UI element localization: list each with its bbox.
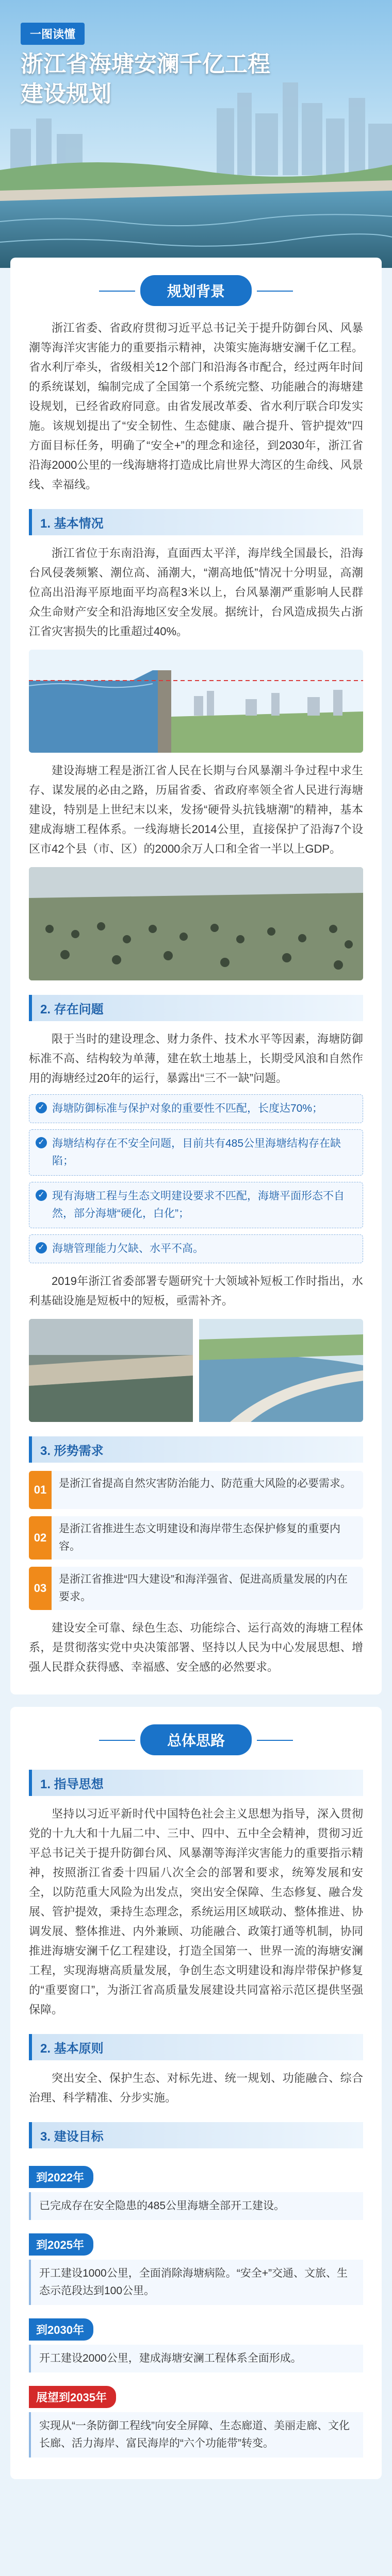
problem-text: 海塘结构存在不安全问题，目前共有485公里海塘结构存在缺陷； (52, 1138, 341, 1167)
target-text: 已完成存在安全隐患的485公里海塘全部开工建设。 (29, 2192, 363, 2220)
need-text: 是浙江省提高自然灾害防治能力、防范重大风险的必要需求。 (59, 1478, 351, 1489)
problems-p1: 限于当时的建设理念、财力条件、技术水平等因素，海塘防御标准不高、结构较为单薄，建在软土地基上，长期受风浪和自然作用的海塘经过20年的运行，暴露出“三不一缺”问题。 (29, 1032, 363, 1084)
seawall-photos (29, 1319, 363, 1422)
crowd-photo-svg (29, 867, 363, 980)
need-item (29, 1471, 363, 1509)
target-item (10, 2157, 382, 2220)
needs-p1: 建设安全可靠、绿色生态、功能综合、运行高效的海塘工程体系，是贯彻落实党中央决策部署、坚持以人民为中心发展思想、增强人民群众获得感、幸福感、安全感的必然要求。 (29, 1621, 363, 1673)
tide-level-svg (29, 650, 363, 753)
checkmark-icon: ✓ (36, 1190, 47, 1201)
need-number: 02 (29, 1516, 52, 1560)
background-heading: 规划背景 (140, 275, 252, 306)
problem-item (29, 1094, 363, 1123)
checkmark-icon: ✓ (36, 1102, 47, 1113)
need-item (29, 1567, 363, 1610)
problems-p2: 2019年浙江省委部署专题研究十大领域补短板工作时指出，水利基础设施是短板中的短板，亟需补齐。 (29, 1275, 363, 1307)
new-seawall-photo (199, 1319, 363, 1422)
principle-heading: 2. 基本原则 (29, 2034, 363, 2060)
target-text: 开工建设1000公里，全面消除海塘病险。“安全+”交通、文旅、生态示范段达到100公里。 (29, 2260, 363, 2305)
checkmark-icon: ✓ (36, 1137, 47, 1148)
hero-title (21, 49, 270, 109)
problem-text: 海塘防御标准与保护对象的重要性不匹配，长度达70%； (52, 1103, 323, 1114)
problem-item (29, 1129, 363, 1176)
target-text: 实现从“一条防御工程线”向安全屏障、生态廊道、美丽走廊、文化长廊、活力海岸、富民海岸的“六个功能带”转变。 (29, 2412, 363, 2458)
target-year: 到2022年 (29, 2166, 93, 2188)
basic-heading: 1. 基本情况 (29, 509, 363, 535)
need-number: 03 (29, 1567, 52, 1610)
target-item (10, 2224, 382, 2305)
crowd-seawall-photo (29, 867, 363, 980)
principle-text: 突出安全、保护生态、对标先进、统一规划、功能融合、综合治理、科学精准、分步实施。 (29, 2072, 363, 2104)
background-heading-wrap (10, 258, 382, 306)
hero-title-line2: 建设规划 (21, 81, 111, 107)
need-text: 是浙江省推进生态文明建设和海岸带生态保护修复的重要内容。 (59, 1523, 340, 1552)
need-number: 01 (29, 1471, 52, 1509)
approach-card (10, 1707, 382, 2479)
tide-level-diagram (29, 650, 363, 753)
hero-title-line1: 浙江省海塘安澜千亿工程 (21, 52, 270, 77)
target-year: 到2030年 (29, 2318, 93, 2341)
background-card (10, 258, 382, 1694)
problem-text: 海塘管理能力欠缺、水平不高。 (52, 1243, 204, 1255)
target-year: 到2025年 (29, 2233, 93, 2256)
hero-banner (0, 0, 392, 268)
targets-heading: 3. 建设目标 (29, 2122, 363, 2148)
target-text: 开工建设2000公里，建成海塘安澜工程体系全面形成。 (29, 2345, 363, 2372)
guide-heading: 1. 指导思想 (29, 1770, 363, 1796)
problem-item (29, 1182, 363, 1228)
basic-p2: 建设海塘工程是浙江省人民在长期与台风暴潮斗争过程中求生存、谋发展的必由之路，历届省委、省政府率领全省人民进行海塘建设，特别是上世纪末以来，发扬“硬骨头抗钱塘潮”的精神，基本建成海塘工程体系。一线海塘长2014公里，直接保护了沿海7个设区市42个县（市、区）的2000余万人口和全省一半以上GDP。 (29, 764, 363, 855)
needs-heading: 3. 形势需求 (29, 1436, 363, 1463)
problem-text: 现有海塘工程与生态文明建设要求不匹配，海塘平面形态不自然，部分海塘“硬化，白化”； (52, 1190, 345, 1219)
guide-text: 坚持以习近平新时代中国特色社会主义思想为指导，深入贯彻党的十九大和十九届二中、三中、四中、五中全会精神，贯彻习近平总书记关于提升防御台风、风暴潮等海洋灾害能力的重要指示精神，按照浙江省委十四届八次全会的部署和要求，统筹发展和安全，以防范重大风险为出发点，突出安全保障、生态修复、融合发展、管护提效，秉持生态理念，系统运用区域联动、整体推进、协调发展、整体推进、内外兼顾、功能融合、政策打通等机制，协同推进海塘安澜千亿工程建设，打造全国第一、世界一流的海塘安澜工程，实现海塘高质量发展，争创生态文明建设和海岸带保护修复的“重要窗口”，为浙江省高质量发展建设共同富裕示范区提供坚强保障。 (29, 1807, 363, 2016)
problems-heading: 2. 存在问题 (29, 995, 363, 1021)
hero-tag: 一图读懂 (21, 23, 85, 45)
need-item (29, 1516, 363, 1560)
old-seawall-photo (29, 1319, 193, 1422)
approach-heading-wrap (10, 1707, 382, 1755)
target-item (10, 2309, 382, 2372)
target-year: 展望到2035年 (29, 2386, 116, 2408)
problem-item (29, 1234, 363, 1263)
basic-p1: 浙江省位于东南沿海，直面西太平洋，海岸线全国最长，沿海台风侵袭频繁、潮位高、涌潮大，“潮高地低”情况十分明显，高潮位高出沿海平原地面平均高程3米以上，台风暴潮严重影响人民群众生命财产安全和沿海地区安全发展。据统计，台风造成损失占浙江省灾害损失的比重超过40%。 (29, 547, 363, 638)
target-item (10, 2377, 382, 2458)
background-intro: 浙江省委、省政府贯彻习近平总书记关于提升防御台风、风暴潮等海洋灾害能力的重要指示精神，决策实施海塘安澜千亿工程。省水利厅牵头，省级相关12个部门和沿海各市配合，经过两年时间的系统谋划，编制完成了全国第一个系统完整、功能融合的海塘建设规划，已经省政府同意。由省发展改革委、省水利厅联合印发实施。该规划提出了“安全韧性、生态健康、融合提升、管护提效”四方面目标任务，明确了“安全+”的理念和途径，到2030年，浙江省沿海2000公里的一线海塘将打造成比肩世界大湾区的生命线、风景线、幸福线。 (29, 321, 363, 491)
approach-heading: 总体思路 (140, 1724, 252, 1755)
checkmark-icon: ✓ (36, 1242, 47, 1253)
need-text: 是浙江省推进“四大建设”和海洋强省、促进高质量发展的内在要求。 (59, 1573, 348, 1603)
